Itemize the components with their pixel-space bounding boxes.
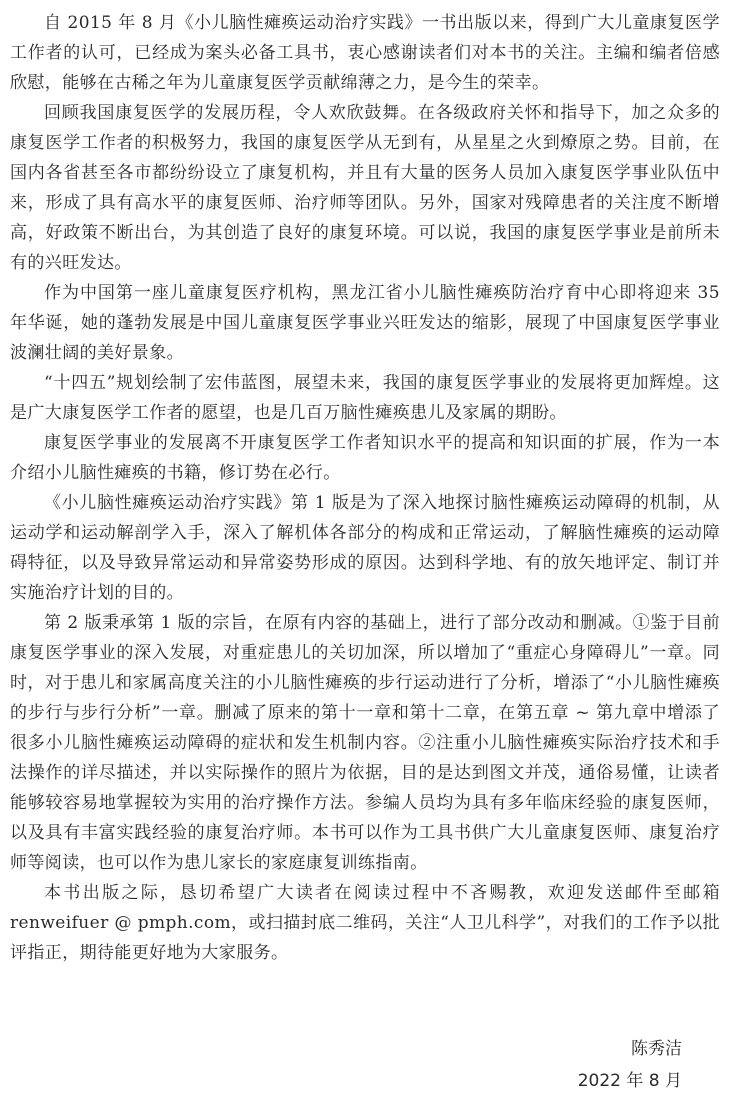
signature-date: 2022 年 8 月 <box>577 1071 682 1091</box>
paragraph-1: 自 2015 年 8 月《小儿脑性瘫痪运动治疗实践》一书出版以来，得到广大儿童康复医学工作者的认可，已经成为案头必备工具书，衷心感谢读者们对本书的关注。主编和编者倍感欣慰，能够在古稀之年为儿童康复医学贡献绵薄之力，是今生的荣幸。 <box>10 13 720 93</box>
signature-author: 陈秀洁 <box>631 1039 682 1059</box>
paragraph-5: 康复医学事业的发展离不开康复医学工作者知识水平的提高和知识面的扩展，作为一本介绍小儿脑性瘫痪的书籍，修订势在必行。 <box>10 433 720 483</box>
paragraph-4: “十四五”规划绘制了宏伟蓝图，展望未来，我国的康复医学事业的发展将更加辉煌。这是广大康复医学工作者的愿望，也是几百万脑性瘫痪患儿及家属的期盼。 <box>10 373 720 423</box>
paragraph-7: 第 2 版秉承第 1 版的宗旨，在原有内容的基础上，进行了部分改动和删减。①鉴于目前康复医学事业的深入发展，对重症患儿的关切加深，所以增加了“重症心身障碍儿”一章。同时，对于患儿和家属高度关注的小儿脑性瘫痪的步行运动进行了分析，增添了“小儿脑性瘫痪的步行与步行分析”一章。删减了原来的第十一章和第十二章，在第五章 ~ 第九章中增添了很多小儿脑性瘫痪运动障碍的症状和发生机制内容。②注重小儿脑性瘫痪实际治疗技术和手法操作的详尽描述，并以实际操作的照片为依据，目的是达到图文并茂，通俗易懂，让读者能够较容易地掌握较为实用的治疗操作方法。参编人员均为具有多年临床经验的康复医师，以及具有丰富实践经验的康复治疗师。本书可以作为工具书供广大儿童康复医师、康复治疗师等阅读，也可以作为患儿家长的家庭康复训练指南。 <box>10 613 720 873</box>
paragraph-8: 本书出版之际，恳切希望广大读者在阅读过程中不吝赐教，欢迎发送邮件至邮箱 renweifuer @ pmph.com，或扫描封底二维码，关注“人卫儿科学”，对我们的工作予以批评指正，期待能更好地为大家服务。 <box>10 883 720 963</box>
paragraph-3: 作为中国第一座儿童康复医疗机构，黑龙江省小儿脑性瘫痪防治疗育中心即将迎来 35 年华诞，她的蓬勃发展是中国儿童康复医学事业兴旺发达的缩影，展现了中国康复医学事业波澜壮阔的美好景象。 <box>10 283 720 363</box>
paragraph-6: 《小儿脑性瘫痪运动治疗实践》第 1 版是为了深入地探讨脑性瘫痪运动障碍的机制，从运动学和运动解剖学入手，深入了解机体各部分的构成和正常运动，了解脑性瘫痪的运动障碍特征，以及导致异常运动和异常姿势形成的原因。达到科学地、有的放矢地评定、制订并实施治疗计划的目的。 <box>10 493 720 603</box>
paragraph-2: 回顾我国康复医学的发展历程，令人欢欣鼓舞。在各级政府关怀和指导下，加之众多的康复医学工作者的积极努力，我国的康复医学从无到有，从星星之火到燎原之势。目前，在国内各省甚至各市都纷纷设立了康复机构，并且有大量的医务人员加入康复医学事业队伍中来，形成了具有高水平的康复医师、治疗师等团队。另外，国家对残障患者的关注度不断增高，好政策不断出台，为其创造了良好的康复环境。可以说，我国的康复医学事业是前所未有的兴旺发达。 <box>10 103 720 273</box>
